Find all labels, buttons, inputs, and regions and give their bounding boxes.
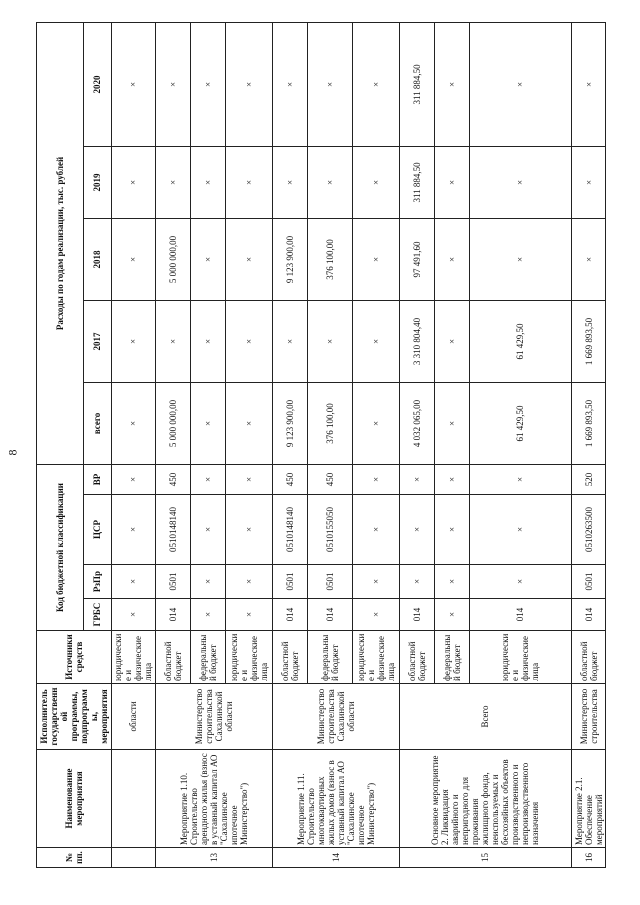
table-row xyxy=(155,22,190,867)
cell-source: областной бюджет xyxy=(272,631,307,684)
cell-name: Мероприятие 2.1. Обеспечение мероприятий xyxy=(572,750,606,848)
cell-source: областной бюджет xyxy=(155,631,190,684)
cell-csr: × xyxy=(225,495,272,565)
table-row xyxy=(272,22,307,867)
cell-total: × xyxy=(352,382,399,464)
cell-vr: 450 xyxy=(272,464,307,494)
header-2020: 2020 xyxy=(83,22,111,146)
header-executor: Исполнитель государственной программы, подпрограммы, мероприятия xyxy=(37,684,112,750)
cell-total: × xyxy=(111,382,155,464)
cell-2020: 311 884,50 xyxy=(399,22,434,146)
cell-2020: × xyxy=(190,22,225,146)
cell-executor: Всего xyxy=(399,684,571,750)
cell-2019: 311 884,50 xyxy=(399,146,434,218)
cell-total: 61 429,50 xyxy=(469,382,572,464)
cell-2020: × xyxy=(111,22,155,146)
header-2019: 2019 xyxy=(83,146,111,218)
cell-grbs: × xyxy=(225,599,272,631)
cell-grbs: × xyxy=(190,599,225,631)
cell-grbs: 014 xyxy=(572,599,606,631)
cell-csr: 0510148140 xyxy=(155,495,190,565)
cell-total: 5 000 000,00 xyxy=(155,382,190,464)
cell-csr: × xyxy=(469,495,572,565)
cell-source: федеральный бюджет xyxy=(434,631,469,684)
cell-name: Основное мероприятие 2. Ликвидация аварийного и непригодного для проживания жилищного фонда, неиспользуемых и бесхозяйных объектов производственного и непроизводственного назначения xyxy=(399,750,571,848)
cell-2017: × xyxy=(225,300,272,382)
cell-2018: × xyxy=(352,218,399,300)
cell-2017: × xyxy=(307,300,352,382)
cell-grbs: × xyxy=(352,599,399,631)
header-grbs: ГРБС xyxy=(83,599,111,631)
header-rzpr: РзПр xyxy=(83,565,111,599)
cell-num xyxy=(111,848,155,868)
cell-2018: 97 491,60 xyxy=(399,218,434,300)
cell-rzpr: × xyxy=(469,565,572,599)
cell-2020: × xyxy=(469,22,572,146)
cell-source: федеральный бюджет xyxy=(190,631,225,684)
cell-2019: × xyxy=(469,146,572,218)
cell-rzpr: × xyxy=(434,565,469,599)
cell-2019: × xyxy=(225,146,272,218)
header-vr: ВР xyxy=(83,464,111,494)
cell-csr: × xyxy=(352,495,399,565)
cell-2019: × xyxy=(352,146,399,218)
header-total: всего xyxy=(83,382,111,464)
cell-csr: × xyxy=(190,495,225,565)
cell-rzpr: 0501 xyxy=(272,565,307,599)
cell-2017: × xyxy=(111,300,155,382)
cell-vr: × xyxy=(399,464,434,494)
cell-2017: × xyxy=(190,300,225,382)
cell-total: 9 123 900,00 xyxy=(272,382,307,464)
cell-csr: × xyxy=(399,495,434,565)
cell-rzpr: × xyxy=(352,565,399,599)
cell-csr: × xyxy=(111,495,155,565)
cell-name xyxy=(111,750,155,848)
cell-2019: × xyxy=(272,146,307,218)
cell-2017: × xyxy=(155,300,190,382)
cell-rzpr: × xyxy=(399,565,434,599)
cell-2018: × xyxy=(190,218,225,300)
cell-total: × xyxy=(225,382,272,464)
cell-2017: × xyxy=(434,300,469,382)
header-budget-code: Код бюджетной классификации xyxy=(37,464,84,630)
cell-executor: области xyxy=(111,684,155,750)
cell-rzpr: 0501 xyxy=(572,565,606,599)
cell-source: областной бюджет xyxy=(399,631,434,684)
table-row xyxy=(111,22,155,867)
cell-2017: 1 669 893,50 xyxy=(572,300,606,382)
cell-2020: × xyxy=(225,22,272,146)
header-name: Наименование мероприятия xyxy=(37,750,112,848)
cell-num: 16 xyxy=(572,848,606,868)
cell-total: × xyxy=(190,382,225,464)
cell-rzpr: × xyxy=(225,565,272,599)
cell-vr: 520 xyxy=(572,464,606,494)
rotated-table-container xyxy=(36,23,606,868)
header-num: № пп. xyxy=(37,848,112,868)
cell-2019: × xyxy=(111,146,155,218)
cell-grbs: 014 xyxy=(469,599,572,631)
cell-2018: 5 000 000,00 xyxy=(155,218,190,300)
cell-2017: × xyxy=(352,300,399,382)
cell-2019: × xyxy=(307,146,352,218)
cell-name: Мероприятие 1.10. Строительство арендного жилья (взнос в уставный капитал АО "Сахалинское ипотечное Министерство") xyxy=(155,750,272,848)
cell-grbs: 014 xyxy=(399,599,434,631)
cell-csr: × xyxy=(434,495,469,565)
table-row xyxy=(399,22,434,867)
cell-2017: 61 429,50 xyxy=(469,300,572,382)
cell-total: 1 669 893,50 xyxy=(572,382,606,464)
cell-executor: Министерство строительства Сахалинской области xyxy=(155,684,272,750)
cell-2018: × xyxy=(572,218,606,300)
cell-grbs: 014 xyxy=(272,599,307,631)
cell-num: 13 xyxy=(155,848,272,868)
cell-num: 14 xyxy=(272,848,399,868)
cell-2018: 376 100,00 xyxy=(307,218,352,300)
header-source: Источники средств xyxy=(37,631,112,684)
cell-2020: × xyxy=(572,22,606,146)
cell-2018: × xyxy=(111,218,155,300)
cell-rzpr: × xyxy=(111,565,155,599)
cell-vr: × xyxy=(434,464,469,494)
header-2018: 2018 xyxy=(83,218,111,300)
cell-total: × xyxy=(434,382,469,464)
cell-2020: × xyxy=(155,22,190,146)
cell-2018: × xyxy=(225,218,272,300)
cell-2020: × xyxy=(272,22,307,146)
cell-grbs: × xyxy=(434,599,469,631)
cell-2020: × xyxy=(307,22,352,146)
cell-source: юридические и физические лица xyxy=(225,631,272,684)
header-2017: 2017 xyxy=(83,300,111,382)
cell-2019: × xyxy=(572,146,606,218)
cell-source: областной бюджет xyxy=(572,631,606,684)
cell-vr: 450 xyxy=(155,464,190,494)
cell-source: юридические и физические лица xyxy=(111,631,155,684)
cell-vr: × xyxy=(352,464,399,494)
cell-2017: × xyxy=(272,300,307,382)
cell-csr: 0510155050 xyxy=(307,495,352,565)
cell-2020: × xyxy=(434,22,469,146)
cell-2019: × xyxy=(190,146,225,218)
cell-source: федеральный бюджет xyxy=(307,631,352,684)
cell-grbs: 014 xyxy=(155,599,190,631)
budget-table xyxy=(36,22,606,868)
cell-vr: × xyxy=(225,464,272,494)
cell-vr: × xyxy=(469,464,572,494)
cell-2018: × xyxy=(469,218,572,300)
cell-2018: × xyxy=(434,218,469,300)
cell-grbs: × xyxy=(111,599,155,631)
cell-2019: × xyxy=(155,146,190,218)
page-number: 8 xyxy=(5,449,20,456)
cell-num: 15 xyxy=(399,848,571,868)
cell-csr: 0510263500 xyxy=(572,495,606,565)
cell-2018: 9 123 900,00 xyxy=(272,218,307,300)
cell-vr: × xyxy=(190,464,225,494)
cell-grbs: 014 xyxy=(307,599,352,631)
cell-2017: 3 310 804,40 xyxy=(399,300,434,382)
cell-vr: 450 xyxy=(307,464,352,494)
cell-rzpr: × xyxy=(190,565,225,599)
header-expenses: Расходы по годам реализации, тыс. рублей xyxy=(37,22,84,464)
cell-rzpr: 0501 xyxy=(155,565,190,599)
cell-2020: × xyxy=(352,22,399,146)
cell-vr: × xyxy=(111,464,155,494)
table-row xyxy=(572,22,606,867)
cell-source: юридические и физические лица xyxy=(469,631,572,684)
cell-rzpr: 0501 xyxy=(307,565,352,599)
header-csr: ЦСР xyxy=(83,495,111,565)
cell-total: 376 100,00 xyxy=(307,382,352,464)
cell-executor: Министерство строительства xyxy=(572,684,606,750)
cell-executor: Министерство строительства Сахалинской области xyxy=(272,684,399,750)
cell-2019: × xyxy=(434,146,469,218)
cell-total: 4 032 065,00 xyxy=(399,382,434,464)
cell-source: юридические и физические лица xyxy=(352,631,399,684)
cell-csr: 0510148140 xyxy=(272,495,307,565)
cell-name: Мероприятие 1.11. Строительство многоквартирных жилых домов (взнос в уставный капитал АО "Сахалинское ипотечное Министерство") xyxy=(272,750,399,848)
